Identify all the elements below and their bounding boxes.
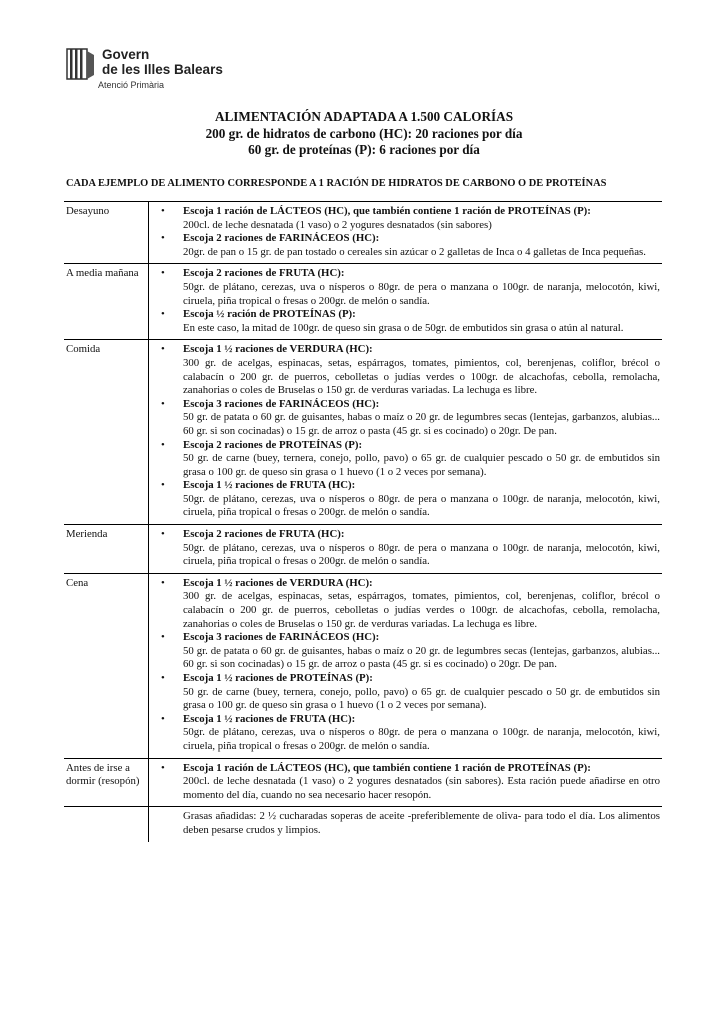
option-detail: 200cl. de leche desnatada (1 vaso) o 2 yogures desnatados (sin sabores). Esta ración puede añadirse en otro momento del día, cuando no sea necesario hacer resopón. [183,775,660,801]
table-row [64,525,662,574]
bullet-icon: • [161,397,165,410]
table-row [64,264,662,340]
subtitle-line: 60 gr. de proteínas (P): 6 raciones por día [248,142,480,157]
option-heading: Escoja 2 raciones de PROTEÍNAS (P): [183,438,363,451]
list-item [155,713,660,754]
option-detail: En este caso, la mitad de 100gr. de queso sin grasa o de 50gr. de embutidos sin grasa o atún al natural. [183,321,624,334]
table-row [64,573,662,758]
logo-title-line1: Govern [102,47,150,62]
meal-options [149,340,663,525]
option-detail: 50gr. de plátano, cerezas, uva o nísperos o 80gr. de pera o manzana o 100gr. de naranja, melocotón, kiwi, ciruela, piña tropical o fresas o 200gr. de melón o sandía. [183,541,660,568]
title-line: ALIMENTACIÓN ADAPTADA A 1.500 CALORÍAS [214,109,514,124]
bullet-icon: • [161,528,165,541]
list-item [155,308,660,335]
government-emblem-icon [66,47,96,81]
option-detail: 50 gr. de carne (buey, ternera, conejo, pollo, pavo) o 65 gr. de cualquier pescado o 50 gr. de embutidos sin grasa o 100 gr. de queso sin grasa o 1 huevo (1 o 2 veces por semana). [183,452,660,478]
bullet-icon: • [161,672,165,684]
bullet-icon: • [161,205,165,217]
option-heading: Escoja 2 raciones de FARINÁCEOS (HC): [183,232,380,245]
option-detail: 50gr. de plátano, cerezas, uva o nísperos o 80gr. de pera o manzana o 100gr. de naranja, melocotón, kiwi, ciruela, piña tropical o fresas o 200gr. de melón o sandía. [183,280,660,307]
bullet-icon: • [161,631,165,644]
list-item [155,398,660,439]
meal-plan-table [64,201,662,842]
option-heading: Escoja 1 ración de LÁCTEOS (HC), que también contiene 1 ración de PROTEÍNAS (P): [183,205,591,217]
bullet-icon: • [161,343,165,356]
list-item [155,232,660,259]
bullet-icon: • [161,576,165,589]
meal-options [149,573,663,758]
option-detail: 200cl. de leche desnatada (1 vaso) o 2 yogures desnatados (sin sabores) [183,218,492,231]
option-heading: Escoja 1 ½ raciones de FRUTA (HC): [183,712,356,725]
table-row [64,202,662,264]
bullet-icon: • [161,712,165,725]
option-heading: Escoja 3 raciones de FARINÁCEOS (HC): [183,631,380,644]
option-heading: Escoja 3 raciones de FARINÁCEOS (HC): [183,397,380,410]
bullet-icon: • [161,761,165,774]
bullet-icon: • [161,232,165,245]
meal-name: Comida [64,340,149,525]
bullet-icon: • [161,267,165,280]
table-row [64,758,662,807]
option-heading: Escoja 2 raciones de FRUTA (HC): [183,528,345,541]
logo [66,47,223,90]
empty-cell [64,807,149,842]
meal-options [149,264,663,340]
bullet-icon: • [161,479,165,492]
logo-subtitle: Atenció Primària [98,80,165,90]
option-detail: 50gr. de plátano, cerezas, uva o nísperos o 80gr. de pera o manzana o 100gr. de naranja, melocotón, kiwi, ciruela, piña tropical o fresas o 200gr. de melón o sandía. [183,726,660,752]
option-heading: Escoja 1 ½ raciones de FRUTA (HC): [183,479,356,492]
option-heading: Escoja 2 raciones de FRUTA (HC): [183,267,345,280]
option-detail: 50 gr. de patata o 60 gr. de guisantes, habas o maíz o 20 gr. de legumbres secas (lentejas, garbanzos, alubias... 60 gr. si son cocinadas) o 15 gr. de arroz o pasta (45 gr. si es cocinado) o 20gr. De pan. [183,411,660,437]
option-detail: 50gr. de plátano, cerezas, uva o nísperos o 80gr. de pera o manzana o 100gr. de naranja, melocotón, kiwi, ciruela, piña tropical o fresas o 200gr. de melón o sandía. [183,492,660,519]
list-item [155,672,660,713]
document-title [0,109,728,159]
footer-note: Grasas añadidas: 2 ½ cucharadas soperas de aceite -preferiblemente de oliva- para todo el día. Los alimentos deben pesarse crudos y limpios. [183,810,660,836]
meal-name: Merienda [64,525,149,574]
table-row [64,340,662,525]
footer-cell [149,807,663,842]
meal-options [149,525,663,574]
meal-name: Cena [64,573,149,758]
list-item [155,528,660,569]
option-heading: Escoja 1 ½ raciones de VERDURA (HC): [183,576,373,589]
instruction-note: CADA EJEMPLO DE ALIMENTO CORRESPONDE A 1 RACIÓN DE HIDRATOS DE CARBONO O DE PROTEÍNAS [66,178,607,189]
option-heading: Escoja 1 ración de LÁCTEOS (HC), que también contiene 1 ración de PROTEÍNAS (P): [183,761,591,774]
list-item [155,267,660,308]
subtitle-line: 200 gr. de hidratos de carbono (HC): 20 raciones por día [205,125,523,141]
meal-name: A media mañana [64,264,149,340]
list-item [155,631,660,672]
list-item [155,762,660,803]
table-row [64,807,662,842]
meal-options [149,202,663,264]
list-item [155,343,660,397]
option-heading: Escoja ½ ración de PROTEÍNAS (P): [183,308,356,321]
meal-name: Desayuno [64,202,149,264]
option-detail: 300 gr. de acelgas, espinacas, setas, espárragos, tomates, pimientos, col, berenjenas, coliflor, brécol o calabacín o 200 gr. de puerros, cebolletas o judías verdes o 100gr. de alcachofas, cebolla, remolacha, zanahorias o coles de Bruselas o 150 gr. de verduras variadas. La lechuga es libre. [183,590,660,630]
bullet-icon: • [161,308,165,321]
option-heading: Escoja 1 ½ raciones de VERDURA (HC): [183,343,373,356]
option-detail: 50 gr. de patata o 60 gr. de guisantes, habas o maíz o 20 gr. de legumbres secas (lentejas, garbanzos, alubias... 60 gr. si son cocinadas) o 15 gr. de arroz o pasta (45 gr. si es cocinado) o 20gr. De pan. [183,644,660,671]
list-item [155,205,660,232]
list-item [155,439,660,480]
option-detail: 20gr. de pan o 15 gr. de pan tostado o cereales sin azúcar o 2 galletas de Inca o 4 galletas de Inca pequeñas. [183,245,646,258]
list-item [155,479,660,520]
bullet-icon: • [161,438,165,451]
option-detail: 300 gr. de acelgas, espinacas, setas, espárragos, tomates, pimientos, col, berenjenas, coliflor, brécol o calabacín o 200 gr. de puerros, cebolletas o judías verdes o 100gr. de alcachofas, cebolla, remolacha, zanahorias o coles de Bruselas o 150 gr. de verduras variadas. La lechuga es libre. [183,356,660,397]
option-detail: 50 gr. de carne (buey, ternera, conejo, pollo, pavo) o 65 gr. de cualquier pescado o 50 gr. de embutidos sin grasa o 100 gr. de queso sin grasa o 1 huevo (1 o 2 veces por semana). [183,685,660,712]
option-heading: Escoja 1 ½ raciones de PROTEÍNAS (P): [183,672,373,684]
list-item [155,577,660,631]
meal-name: Antes de irse a dormir (resopón) [64,758,149,807]
meal-options [149,758,663,807]
logo-title-line2: de les Illes Balears [102,62,223,77]
